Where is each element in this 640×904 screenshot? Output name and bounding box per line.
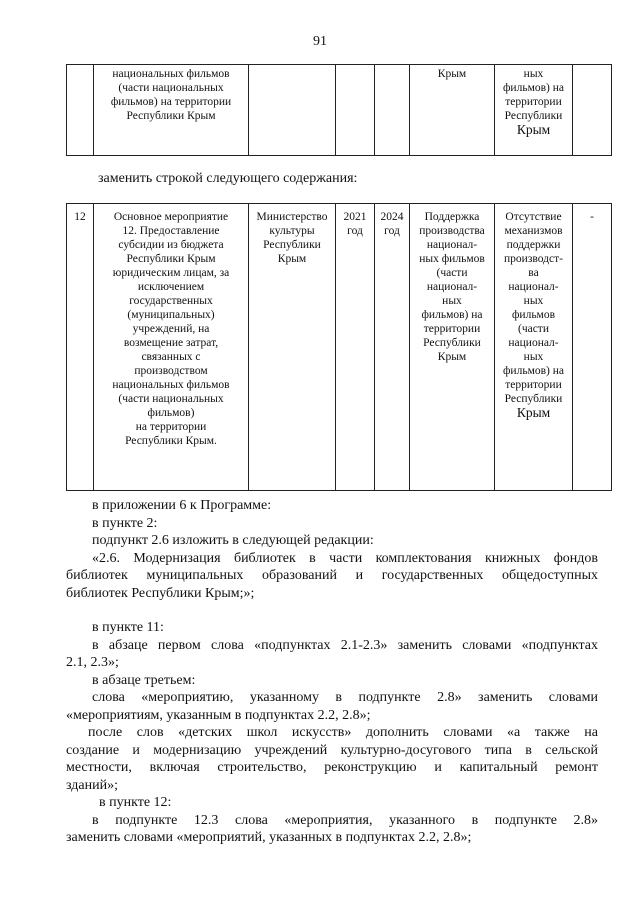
- cell-executor: Министерство культуры Республики Крым: [249, 204, 336, 491]
- cell-result: Поддержка производства национал- ных фильмов (части национал- ных фильмов) на территории Республики Крым: [410, 204, 495, 491]
- cell-consequence: ных фильмов) на территории Республики Крым: [495, 65, 573, 156]
- table-row: [67, 65, 612, 156]
- paragraph: создание и модернизацию учреждений культурно-досугового типа в сельской: [66, 742, 598, 758]
- paragraph: заменить словами «мероприятий, указанных в подпунктах 2.2, 2.8»;: [66, 830, 472, 845]
- cell-event-description: Основное мероприятие 12. Предоставление субсидии из бюджета Республики Крым юридическим лицам, за исключением государственных (муниципальных) учреждений, на возмещение затрат, связанных с производством национальных фильмов (части национальных фильмов) на территории Республики Крым.: [94, 204, 249, 491]
- paragraph: в пункте 12:: [99, 795, 172, 810]
- cell-result: Крым: [410, 65, 495, 156]
- paragraph: «мероприятиям, указанным в подпунктах 2.2, 2.8»;: [66, 707, 371, 723]
- paragraph: в приложении 6 к Программе:: [92, 498, 272, 513]
- cell-empty: [249, 65, 336, 156]
- paragraph: после слов «детских школ искусств» дополнить словами «а также на: [88, 725, 598, 740]
- paragraph: библиотек муниципальных образований и государственных общедоступных: [66, 568, 598, 583]
- paragraph: местности, включая строительство, реконструкцию и капитальный ремонт: [66, 760, 598, 775]
- cell-row-number: 12: [67, 204, 94, 491]
- cell-end-year: 2024 год: [375, 204, 410, 491]
- paragraph: подпункт 2.6 изложить в следующей редакции:: [92, 533, 374, 548]
- paragraph: в абзаце первом слова «подпунктах 2.1-2.3» заменить словами «подпунктах: [92, 637, 598, 653]
- cell-start-year: 2021 год: [336, 204, 375, 491]
- paragraph: в пункте 2:: [92, 515, 158, 531]
- replacement-table: [66, 203, 612, 491]
- cell-link: -: [573, 204, 612, 491]
- paragraph: библиотек Республики Крым;»;: [66, 585, 255, 601]
- amendment-text: [66, 497, 598, 847]
- cell-empty: [573, 65, 612, 156]
- continuation-table: [66, 64, 612, 156]
- page-number: 91: [313, 34, 327, 49]
- cell-event-description: национальных фильмов (части национальных фильмов) на территории Республики Крым: [94, 65, 249, 156]
- paragraph: слова «мероприятию, указанному в подпункте 2.8» заменить словами: [92, 690, 598, 705]
- cell-empty: [375, 65, 410, 156]
- cell-empty: [336, 65, 375, 156]
- paragraph: в абзаце третьем:: [92, 672, 196, 688]
- table-row: [67, 204, 612, 491]
- replace-instruction: заменить строкой следующего содержания:: [98, 171, 358, 186]
- paragraph: в подпункте 12.3 слова «мероприятия, указанного в подпункте 2.8»: [92, 812, 598, 828]
- paragraph: в пункте 11:: [92, 620, 164, 635]
- paragraph: «2.6. Модернизация библиотек в части комплектования книжных фондов: [92, 550, 598, 566]
- cell-consequence: Отсутствие механизмов поддержки производст- ва национал- ных фильмов (части национал- ных фильмов) на территории Республики Крым: [495, 204, 573, 491]
- paragraph: зданий»;: [66, 777, 118, 793]
- cell-empty: [67, 65, 94, 156]
- paragraph: 2.1, 2.3»;: [66, 655, 119, 670]
